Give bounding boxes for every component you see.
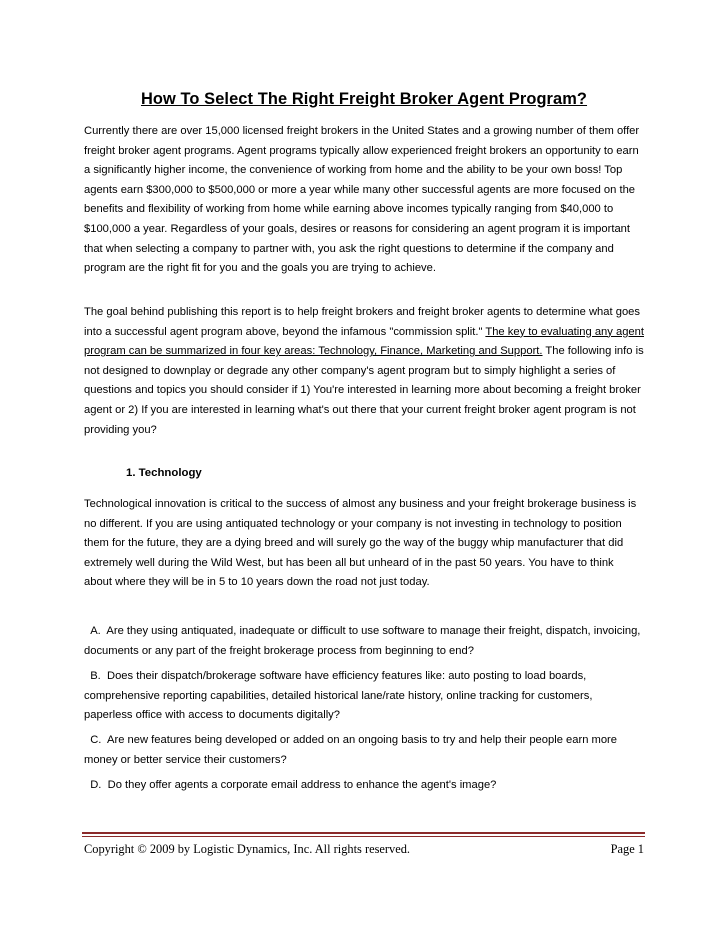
technology-paragraph: Technological innovation is critical to the success of almost any business and your freight brokerage business is no different. If you are using antiquated technology or your company is not investing in technology to position them for the future, they are a dying breed and will surely go the way of the buggy whip manufacturer that did extremely well during the Wild West, but has been all but unheard of in the past 50 years. You have to think about where they will be in 5 to 10 years down the road not just today. [84,498,637,589]
question-a: A. Are they using antiquated, inadequate or difficult to use software to manage their freight, dispatch, invoicing, documents or any part of the freight brokerage process from beginning to end? [84,625,644,657]
goal-paragraph-end: The following info is not designed to downplay or degrade any other company's agent program but to simply highlight a series of questions and topics you should consider if 1) You're interested in learning more about becoming a freight broker agent or 2) If you are interested in learning what's out there that your current freight broker agent program is not providing you? [84,345,644,436]
section-heading-technology: 1. Technology [126,467,202,479]
goal-paragraph-start: The goal behind publishing this report is to help freight brokers and freight broker agents to determine what goes into a successful agent program above, beyond the infamous "commission split." [84,306,640,338]
footer-copyright: Copyright © 2009 by Logistic Dynamics, Inc. All rights reserved. [84,842,411,856]
question-d: D. Do they offer agents a corporate email address to enhance the agent's image? [84,779,497,791]
intro-paragraph: Currently there are over 15,000 licensed freight brokers in the United States and a growing number of them offer freight broker agent programs. Agent programs typically allow experienced freight brokers an opportunity to earn a significantly higher income, the convenience of working from home and the ability to be your own boss! Top agents earn $300,000 to $500,000 or more a year while many other successful agents are more focused on the benefits and flexibility of working from home while earning above incomes typically ranging from $40,000 to $100,000 a year. Regardless of your goals, desires or reasons for considering an agent program it is important that when selecting a company to partner with, you ask the right questions to determine if the company and program are the right fit for you and the goals you are trying to achieve. [84,125,640,275]
footer-divider-thin [82,836,645,837]
footer-divider [82,832,645,834]
goal-paragraph [84,303,644,440]
document-title: How To Select The Right Freight Broker Agent Program? [140,90,588,108]
question-c: C. Are new features being developed or added on an ongoing basis to try and help their people earn more money or better service their customers? [84,734,621,766]
key-areas-underlined: The key to evaluating any agent program can be summarized in four key areas: Technology, Finance, Marketing and Support. [84,325,644,358]
footer-page-number: Page 1 [610,842,644,856]
question-b: B. Does their dispatch/brokerage software have efficiency features like: auto posting to load boards, comprehensive reporting capabilities, detailed historical lane/rate history, online tracking for customers, paperless office with access to documents digitally? [84,670,596,722]
